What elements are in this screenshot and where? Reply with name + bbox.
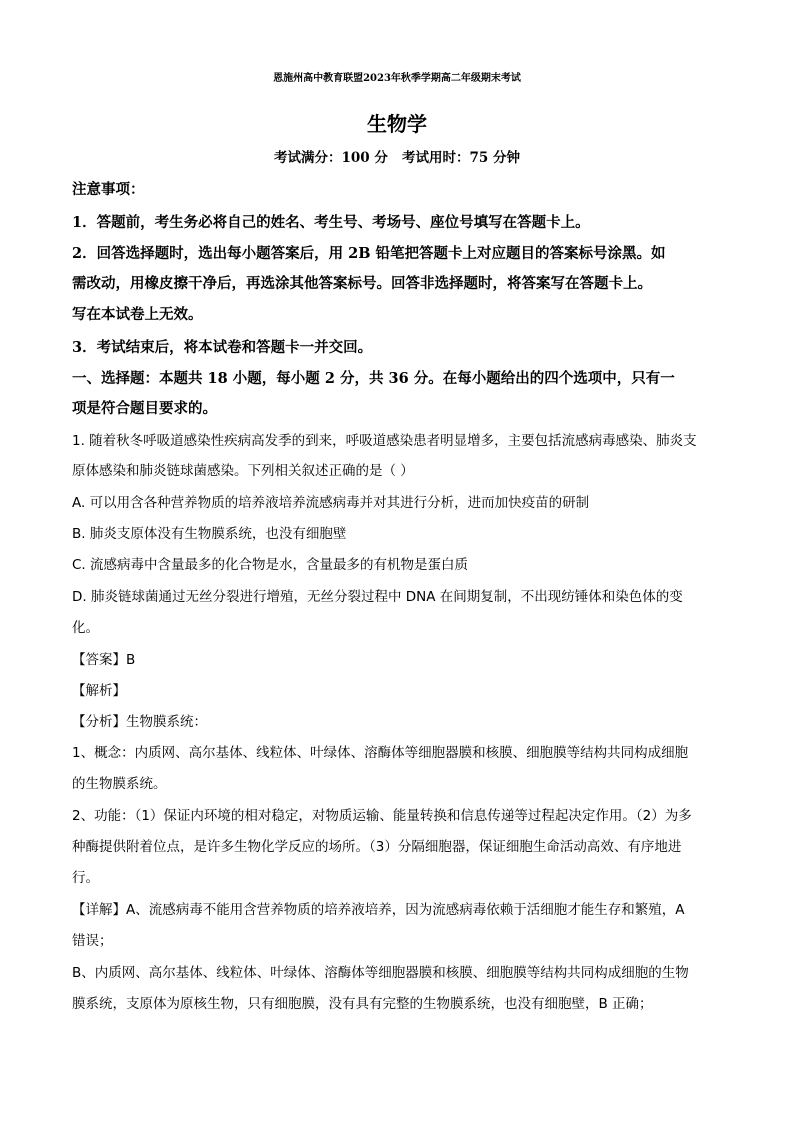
function-line-2: 种酶提供附着位点，是许多生物化学反应的场所。（3）分隔细胞器，保证细胞生命活动高效、有序地进 xyxy=(72,839,682,855)
question-stem-line-2: 原体感染和肺炎链球菌感染。下列相关叙述正确的是（ ） xyxy=(72,463,414,479)
subject-title: 生物学 xyxy=(367,112,427,136)
exam-title: 恩施州高中教育联盟2023年秋季学期高二年级期末考试 xyxy=(273,73,521,84)
exam-info: 考试满分：100 分 考试用时：75 分钟 xyxy=(274,150,520,166)
answer-value: B xyxy=(126,652,136,668)
fenxi-line xyxy=(72,712,207,732)
section-heading-line-1: 一、选择题：本题共 18 小题，每小题 2 分，共 36 分。在每小题给出的四个选项中，只有一 xyxy=(72,370,675,387)
note-item-2-line-2: 需改动，用橡皮擦干净后，再选涂其他答案标号。回答非选择题时，将答案写在答题卡上。 xyxy=(72,275,652,292)
option-d-line-2: 化。 xyxy=(72,620,99,636)
option-a: A. 可以用含各种营养物质的培养液培养流感病毒并对其进行分析，进而加快疫苗的研制 xyxy=(72,495,590,511)
xiangjie-b-line-1: B、内质网、高尔基体、线粒体、叶绿体、溶酶体等细胞器膜和核膜、细胞膜等结构共同构成细胞的生物 xyxy=(72,965,689,981)
fenxi-tag: 【分析】 xyxy=(72,714,126,730)
note-item-3: 3．考试结束后，将本试卷和答题卡一并交回。 xyxy=(72,339,373,356)
xiangjie-a-line-2: 错误； xyxy=(72,933,113,949)
answer-line xyxy=(72,650,135,670)
option-b: B. 肺炎支原体没有生物膜系统，也没有细胞壁 xyxy=(72,526,347,542)
concept-line-2: 的生物膜系统。 xyxy=(72,776,167,792)
question-stem-line-1: 1. 随着秋冬呼吸道感染性疾病高发季的到来，呼吸道感染患者明显增多，主要包括流感病毒感染、肺炎支 xyxy=(72,433,697,449)
xiangjie-b-line-2: 膜系统，支原体为原核生物，只有细胞膜，没有具有完整的生物膜系统，也没有细胞壁，B 正确； xyxy=(72,996,653,1012)
concept-line-1: 1、概念：内质网、高尔基体、线粒体、叶绿体、溶酶体等细胞器膜和核膜、细胞膜等结构共同构成细胞 xyxy=(72,745,689,761)
xiangjie-a-line-1 xyxy=(72,900,684,920)
note-item-2-line-1: 2．回答选择题时，选出每小题答案后，用 2B 铅笔把答题卡上对应题目的答案标号涂黑。如 xyxy=(72,245,666,262)
xiangjie-tag: 【详解】 xyxy=(72,902,126,918)
fenxi-text: 生物膜系统： xyxy=(126,714,207,730)
section-heading-line-2: 项是符合题目要求的。 xyxy=(72,400,217,417)
option-c: C. 流感病毒中含量最多的化合物是水，含量最多的有机物是蛋白质 xyxy=(72,557,469,573)
function-line-3: 行。 xyxy=(72,870,99,886)
note-item-2-line-3: 写在本试卷上无效。 xyxy=(72,306,203,323)
analysis-tag: 【解析】 xyxy=(72,683,126,699)
option-d-line-1: D. 肺炎链球菌通过无丝分裂进行增殖，无丝分裂过程中 DNA 在间期复制，不出现纺锤体和染色体的变 xyxy=(72,589,683,605)
notes-heading: 注意事项： xyxy=(72,181,145,198)
note-item-1: 1．答题前，考生务必将自己的姓名、考生号、考场号、座位号填写在答题卡上。 xyxy=(72,214,590,231)
function-line-1: 2、功能：（1）保证内环境的相对稳定，对物质运输、能量转换和信息传递等过程起决定作用。（2）为多 xyxy=(72,808,692,824)
answer-tag: 【答案】 xyxy=(72,652,126,668)
xiangjie-a-text: A、流感病毒不能用含营养物质的培养液培养，因为流感病毒依赖于活细胞才能生存和繁殖，A xyxy=(126,902,685,918)
